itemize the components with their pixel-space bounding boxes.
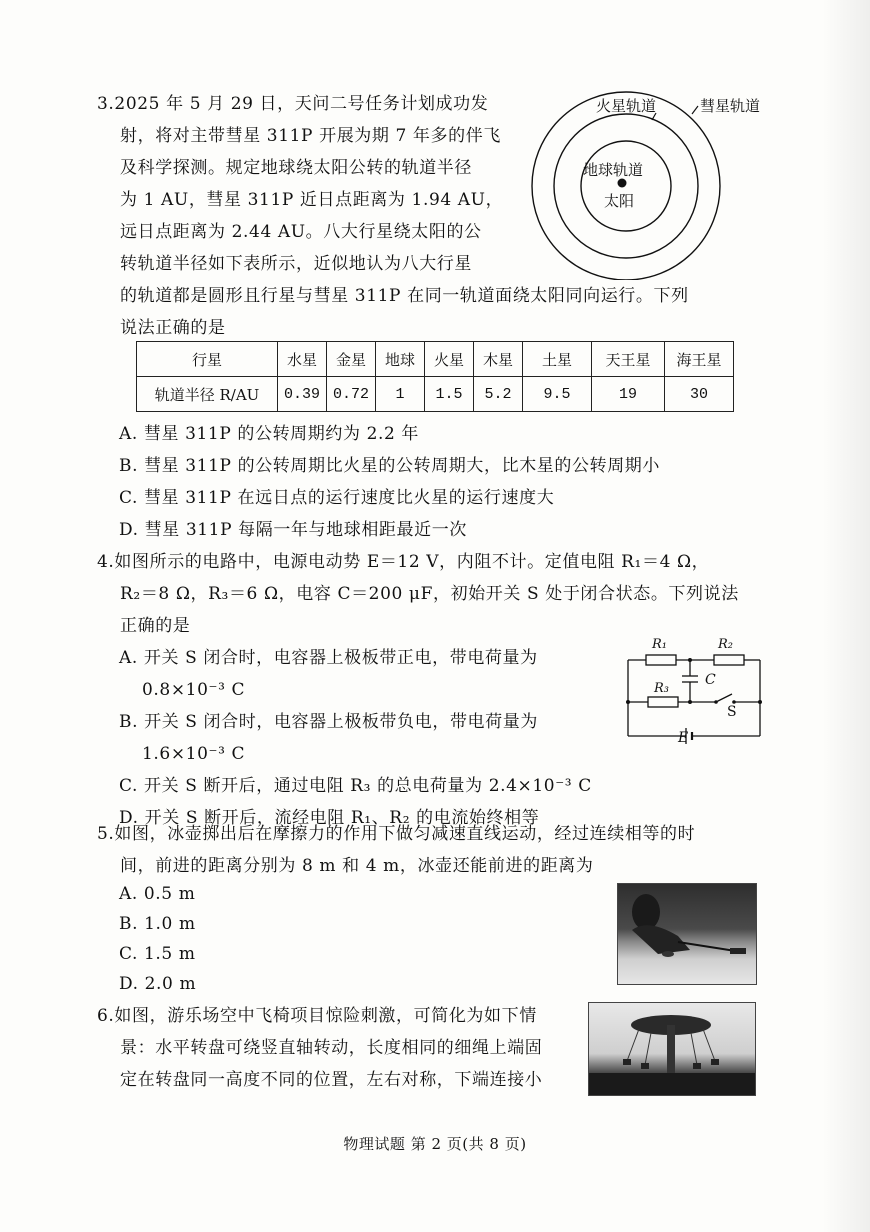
- q4-line-3: 正确的是: [120, 616, 191, 636]
- q3-line-5: 远日点距离为 2.44 AU。八大行星绕太阳的公: [120, 222, 482, 242]
- q6-line-2: 景：水平转盘可绕竖直轴转动，长度相同的细绳上端固: [120, 1038, 543, 1058]
- page-footer: 物理试题 第 2 页(共 8 页): [343, 1135, 527, 1153]
- q4-option-b-value: 1.6×10⁻³ C: [142, 744, 246, 764]
- table-cell: 火星: [425, 342, 474, 377]
- table-row-label: 轨道半径 R/AU: [137, 377, 278, 412]
- q6-line-1: 6.如图，游乐场空中飞椅项目惊险刺激，可简化为如下情: [97, 1006, 537, 1026]
- table-cell: 0.72: [327, 377, 376, 412]
- mars-orbit-circle: [554, 114, 698, 258]
- q3-line-6: 转轨道半径如下表所示，近似地认为八大行星: [120, 254, 472, 274]
- resistor-r2: [714, 655, 744, 665]
- q6-line-3: 定在转盘同一高度不同的位置，左右对称，下端连接小: [120, 1070, 543, 1090]
- q5-option-a: A. 0.5 m: [119, 884, 196, 904]
- sun-label: 太阳: [604, 192, 635, 210]
- q4-line-2: R₂＝8 Ω，R₃＝6 Ω，电容 C＝200 μF，初始开关 S 处于闭合状态。下列说法: [120, 584, 739, 604]
- table-header-row: [137, 342, 734, 377]
- table-cell: 水星: [278, 342, 327, 377]
- table-cell: 天王星: [592, 342, 665, 377]
- q5-option-b: B. 1.0 m: [119, 914, 196, 934]
- mars-orbit-label: 火星轨道: [596, 97, 657, 115]
- table-header-label: 行星: [137, 342, 278, 377]
- q5-option-d: D. 2.0 m: [119, 974, 197, 994]
- table-cell: 地球: [376, 342, 425, 377]
- q3-option-d: D. 彗星 311P 每隔一年与地球相距最近一次: [119, 520, 467, 540]
- q3-line-1: 3.2025 年 5 月 29 日，天问二号任务计划成功发: [97, 94, 489, 114]
- table-data-row: [137, 377, 734, 412]
- label-s: S: [727, 704, 737, 720]
- q4-option-c: C. 开关 S 断开后，通过电阻 R₃ 的总电荷量为 2.4×10⁻³ C: [119, 776, 592, 796]
- q4-line-1: 4.如图所示的电路中，电源电动势 E＝12 V，内阻不计。定值电阻 R₁＝4 Ω，: [97, 552, 710, 572]
- q3-option-b: B. 彗星 311P 的公转周期比火星的公转周期大，比木星的公转周期小: [119, 456, 660, 476]
- table-cell: 5.2: [474, 377, 523, 412]
- table-cell: 金星: [327, 342, 376, 377]
- label-r2: R₂: [718, 637, 733, 652]
- label-c: C: [705, 672, 716, 688]
- resistor-r1: [646, 655, 676, 665]
- q5-line-1: 5.如图，冰壶掷出后在摩擦力的作用下做匀减速直线运动，经过连续相等的时: [97, 824, 696, 844]
- table-cell: 19: [592, 377, 665, 412]
- switch-s: [716, 694, 732, 702]
- table-cell: 1.5: [425, 377, 474, 412]
- comet-orbit-pointer: [692, 106, 698, 114]
- table-cell: 30: [665, 377, 734, 412]
- swing-ride-photo: [588, 1002, 756, 1096]
- q4-option-a-value: 0.8×10⁻³ C: [142, 680, 246, 700]
- q3-line-2: 射，将对主带彗星 311P 开展为期 7 年多的伴飞: [120, 126, 501, 146]
- q5-line-2: 间，前进的距离分别为 8 m 和 4 m，冰壶还能前进的距离为: [120, 856, 594, 876]
- label-r3: R₃: [654, 681, 669, 696]
- label-r1: R₁: [652, 637, 667, 652]
- q3-option-a: A. 彗星 311P 的公转周期约为 2.2 年: [119, 424, 420, 444]
- label-e: E: [678, 730, 689, 746]
- comet-orbit-label: 彗星轨道: [700, 97, 761, 115]
- circuit-diagram: [620, 632, 770, 750]
- q3-line-7: 的轨道都是圆形且行星与彗星 311P 在同一轨道面绕太阳同向运行。下列: [120, 286, 689, 306]
- orbit-radius-table: [136, 341, 734, 412]
- table-cell: 木星: [474, 342, 523, 377]
- table-cell: 1: [376, 377, 425, 412]
- earth-orbit-circle: [581, 141, 671, 231]
- q4-option-b: B. 开关 S 闭合时，电容器上极板带负电，带电荷量为: [119, 712, 538, 732]
- q3-option-c: C. 彗星 311P 在远日点的运行速度比火星的运行速度大: [119, 488, 555, 508]
- curling-photo: [617, 883, 757, 985]
- table-cell: 0.39: [278, 377, 327, 412]
- q4-option-d: D. 开关 S 断开后，流经电阻 R₁、R₂ 的电流始终相等: [119, 808, 540, 828]
- q3-line-8: 说法正确的是: [120, 318, 226, 338]
- page-edge-shadow: [822, 0, 870, 1232]
- table-cell: 9.5: [523, 377, 592, 412]
- q3-line-3: 及科学探测。规定地球绕太阳公转的轨道半径: [120, 158, 472, 178]
- q3-line-4: 为 1 AU，彗星 311P 近日点距离为 1.94 AU，: [120, 190, 504, 210]
- comet-orbit-circle: [532, 92, 720, 280]
- table-cell: 土星: [523, 342, 592, 377]
- swing-ride-illustration: [589, 1003, 755, 1095]
- resistor-r3: [648, 697, 678, 707]
- q4-option-a: A. 开关 S 闭合时，电容器上极板带正电，带电荷量为: [119, 648, 538, 668]
- q5-option-c: C. 1.5 m: [119, 944, 196, 964]
- table-cell: 海王星: [665, 342, 734, 377]
- curling-photo-illustration: [618, 884, 756, 984]
- earth-orbit-label: 地球轨道: [583, 161, 644, 179]
